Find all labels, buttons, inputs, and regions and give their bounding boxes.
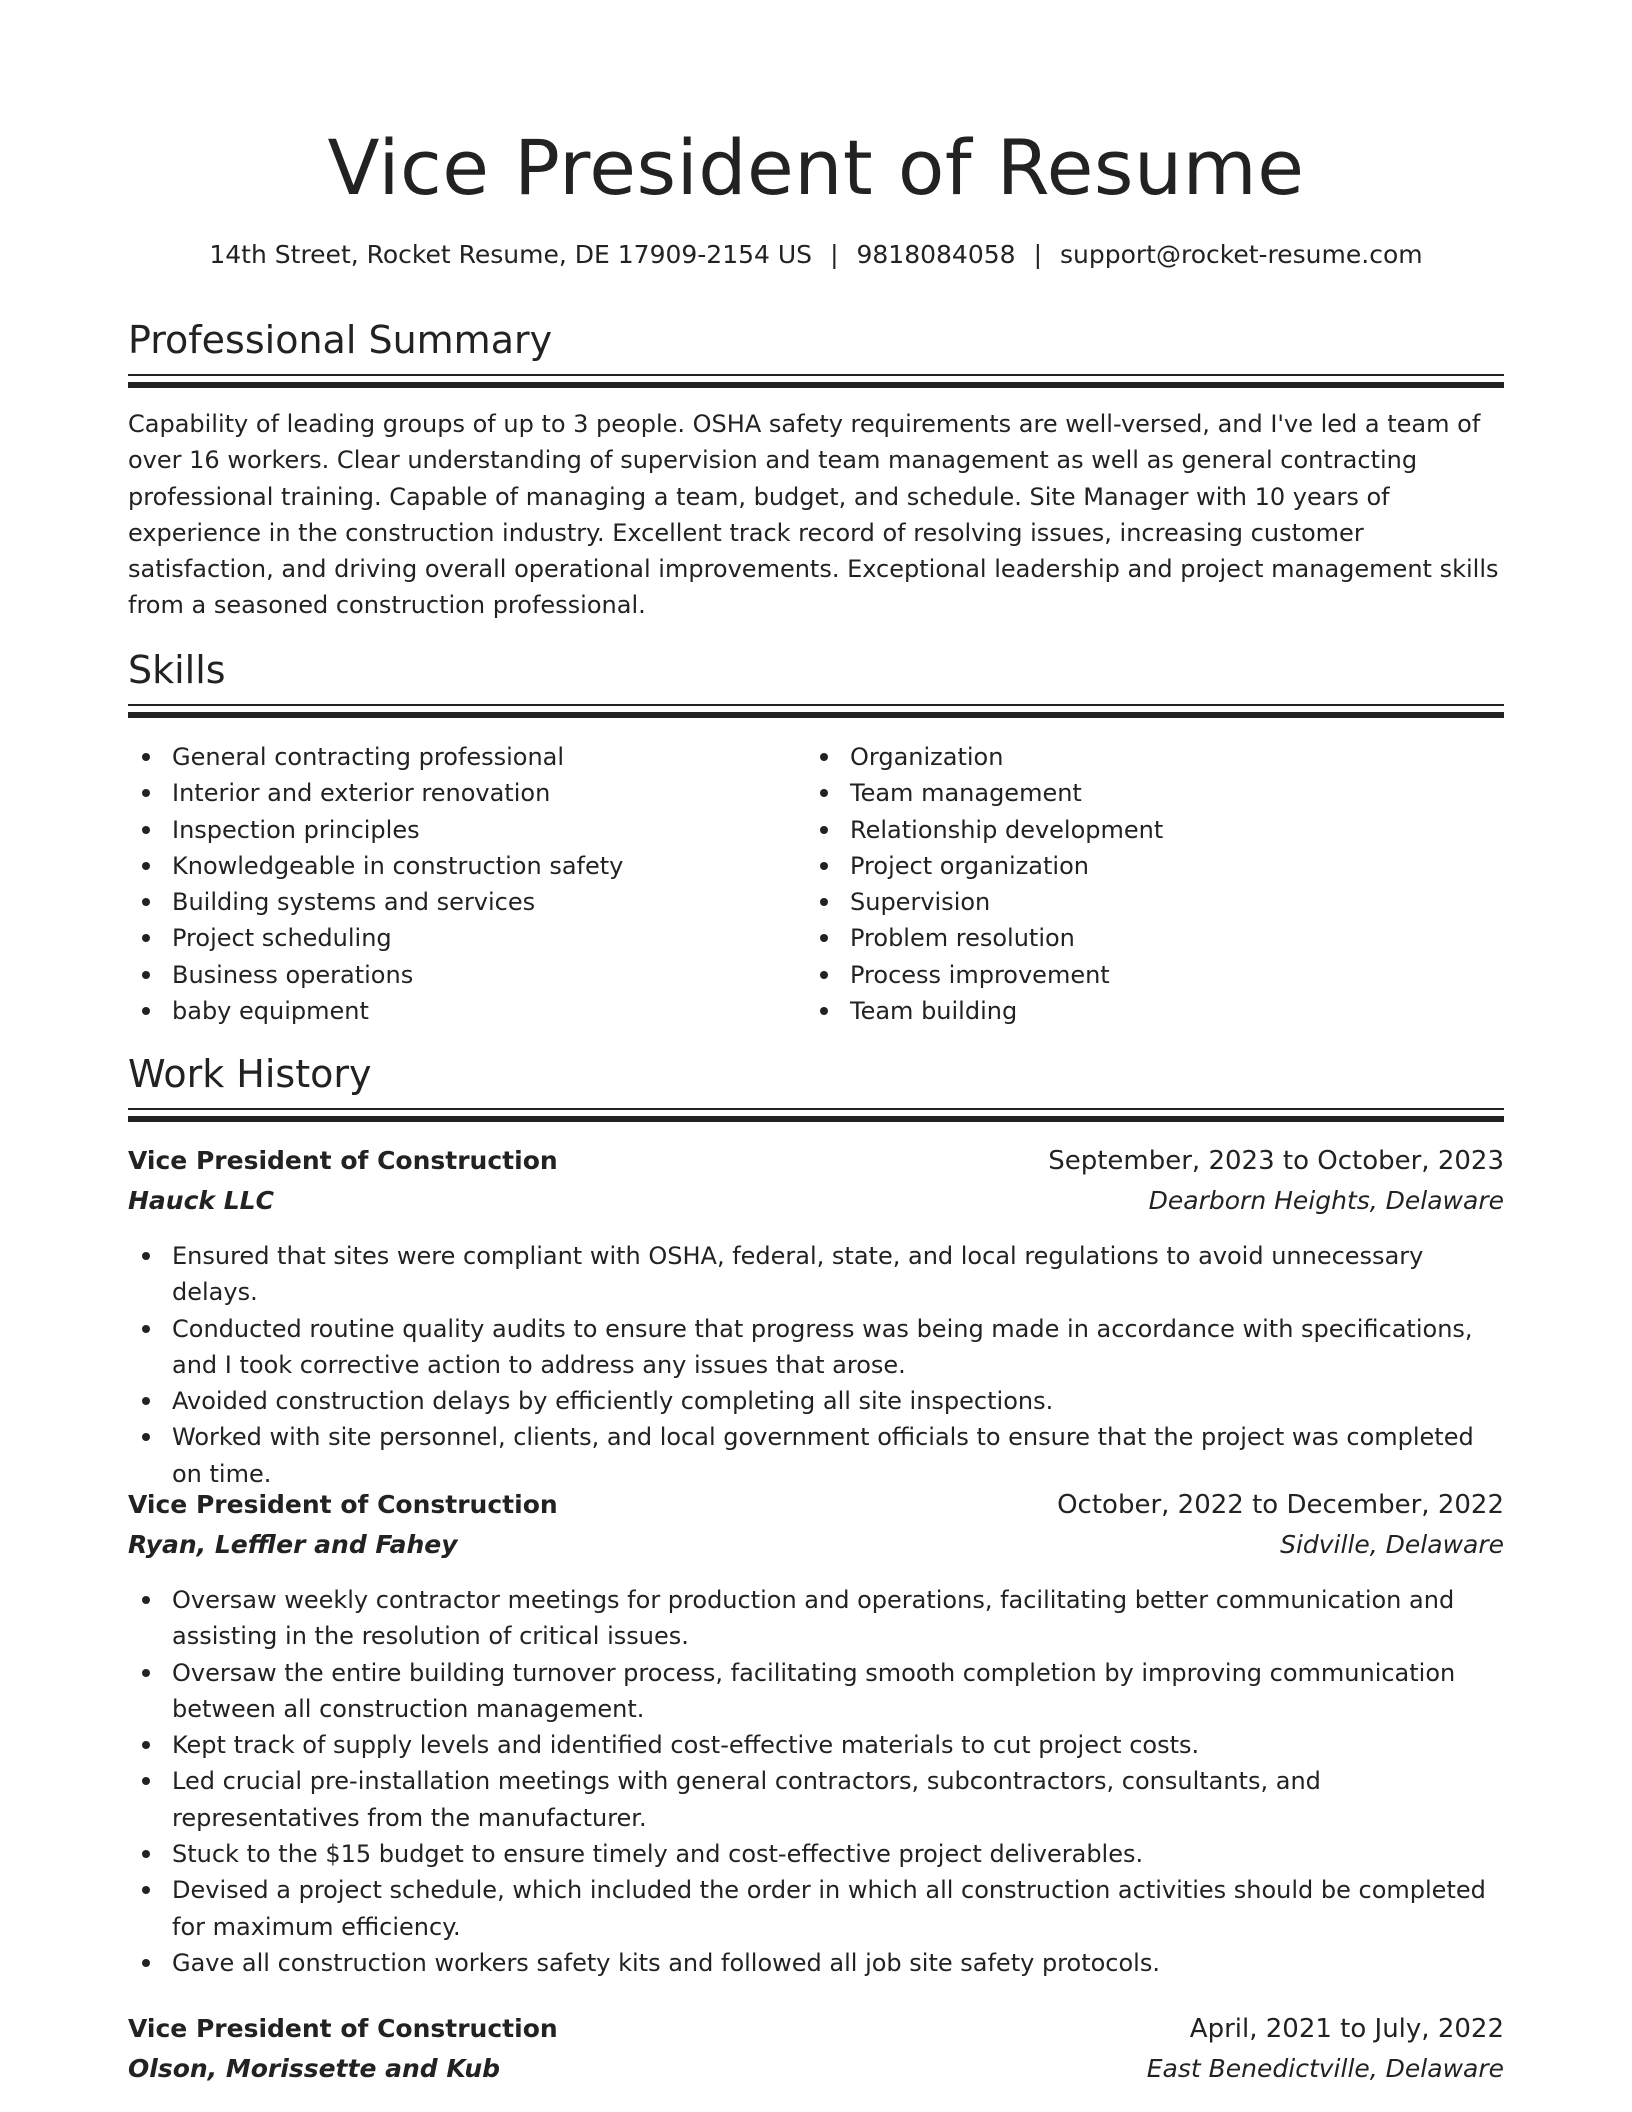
- job-title: Vice President of Construction: [128, 1490, 558, 1519]
- job-bullet: Kept track of supply levels and identified cost-effective materials to cut project costs.: [128, 1727, 1504, 1763]
- job-dates: September, 2023 to October, 2023: [1048, 1146, 1504, 1176]
- job-bullet: Gave all construction workers safety kits and followed all job site safety protocols.: [128, 1945, 1504, 1981]
- skills-list-left: [128, 739, 788, 1029]
- job-company: Hauck LLC: [128, 1186, 274, 1215]
- skill-item: Building systems and services: [128, 884, 788, 920]
- skill-item: baby equipment: [128, 993, 788, 1029]
- job-title: Vice President of Construction: [128, 2014, 558, 2043]
- job-company: Ryan, Leffler and Fahey: [128, 1530, 458, 1559]
- section-divider: [128, 704, 1504, 706]
- skill-item: Business operations: [128, 957, 788, 993]
- skill-item: Organization: [806, 739, 1466, 775]
- contact-phone: 9818084058: [856, 240, 1016, 269]
- job-bullet: Ensured that sites were compliant with OSHA, federal, state, and local regulations to avoid unnecessary delays.: [128, 1238, 1504, 1311]
- skill-item: Problem resolution: [806, 920, 1466, 956]
- job-location: East Benedictville, Delaware: [1146, 2054, 1504, 2083]
- contact-email: support@rocket-resume.com: [1060, 240, 1423, 269]
- skill-item: Supervision: [806, 884, 1466, 920]
- job-bullet: Oversaw the entire building turnover process, facilitating smooth completion by improving communication between all construction management.: [128, 1655, 1504, 1728]
- job-bullet: Worked with site personnel, clients, and local government officials to ensure that the project was completed on time.: [128, 1419, 1504, 1492]
- contact-separator: |: [1033, 240, 1042, 269]
- job-title: Vice President of Construction: [128, 1146, 558, 1175]
- job-location: Sidville, Delaware: [1280, 1530, 1504, 1559]
- section-divider: [128, 1108, 1504, 1110]
- skill-item: Process improvement: [806, 957, 1466, 993]
- job-dates: October, 2022 to December, 2022: [1057, 1490, 1504, 1520]
- skill-item: Team building: [806, 993, 1466, 1029]
- job-bullet: Led crucial pre-installation meetings with general contractors, subcontractors, consultants, and representatives from the manufacturer.: [128, 1763, 1504, 1836]
- skill-item: Project organization: [806, 848, 1466, 884]
- job-bullet: Oversaw weekly contractor meetings for production and operations, facilitating better communication and assisting in the resolution of critical issues.: [128, 1582, 1504, 1655]
- contact-address: 14th Street, Rocket Resume, DE 17909-2154 US: [209, 240, 813, 269]
- contact-line: [128, 237, 1504, 273]
- resume-name: Vice President of Resume: [327, 123, 1305, 212]
- skill-item: Project scheduling: [128, 920, 788, 956]
- job-bullet: Avoided construction delays by efficiently completing all site inspections.: [128, 1383, 1504, 1419]
- job-bullet-list: [128, 1238, 1504, 1492]
- work-history-heading: Work History: [128, 1052, 372, 1096]
- skills-list-right: [806, 739, 1466, 1029]
- job-bullet: Conducted routine quality audits to ensure that progress was being made in accordance with specifications, and I took corrective action to address any issues that arose.: [128, 1311, 1504, 1384]
- contact-separator: |: [830, 240, 839, 269]
- summary-heading: Professional Summary: [128, 318, 553, 362]
- skill-item: Inspection principles: [128, 812, 788, 848]
- skill-item: Knowledgeable in construction safety: [128, 848, 788, 884]
- job-bullet: Stuck to the $15 budget to ensure timely and cost-effective project deliverables.: [128, 1836, 1504, 1872]
- job-location: Dearborn Heights, Delaware: [1148, 1186, 1504, 1215]
- job-bullet: Devised a project schedule, which included the order in which all construction activities should be completed for maximum efficiency.: [128, 1872, 1504, 1945]
- skill-item: General contracting professional: [128, 739, 788, 775]
- skills-heading: Skills: [128, 648, 226, 692]
- section-divider: [128, 374, 1504, 376]
- skill-item: Team management: [806, 775, 1466, 811]
- job-dates: April, 2021 to July, 2022: [1189, 2014, 1504, 2044]
- job-bullet-list: [128, 1582, 1504, 1981]
- skill-item: Interior and exterior renovation: [128, 775, 788, 811]
- skill-item: Relationship development: [806, 812, 1466, 848]
- job-company: Olson, Morissette and Kub: [128, 2054, 501, 2083]
- summary-text: Capability of leading groups of up to 3 people. OSHA safety requirements are well-versed, and I've led a team of over 16 workers. Clear understanding of supervision and team management as well as general contracting professional training. Capable of managing a team, budget, and schedule. Site Manager with 10 years of experience in the construction industry. Excellent track record of resolving issues, increasing customer satisfaction, and driving overall operational improvements. Exceptional leadership and project management skills from a seasoned construction professional.: [128, 410, 1499, 620]
